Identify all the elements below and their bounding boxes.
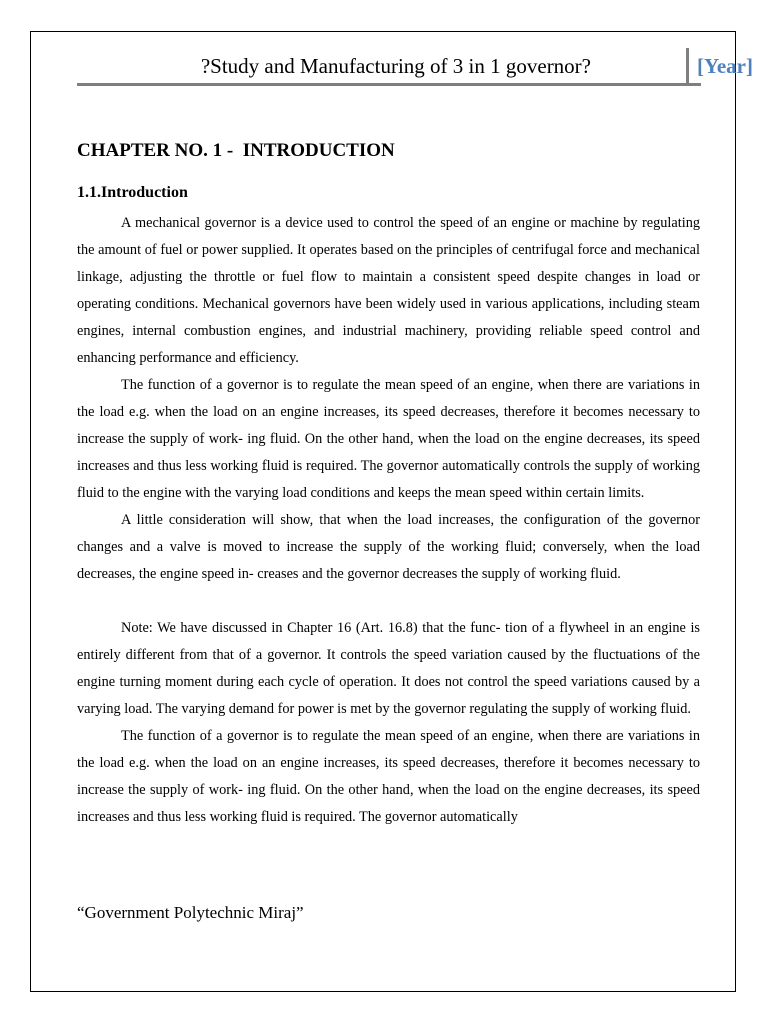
body-text: [77, 210, 700, 831]
chapter-title: CHAPTER NO. 1 - INTRODUCTION: [77, 140, 395, 161]
paragraph: A mechanical governor is a device used to control the speed of an engine or machine by regulating the amount of fuel or power supplied. It operates based on the principles of centrifugal force and mechanical linkage, adjusting the throttle or fuel flow to maintain a consistent speed despite changes in load or operating conditions. Mechanical governors have been widely used in various applications, including steam engines, internal combustion engines, and industrial machinery, providing reliable speed control and enhancing performance and efficiency.: [77, 215, 700, 366]
paragraph: The function of a governor is to regulate the mean speed of an engine, when there are variations in the load e.g. when the load on an engine increases, its speed decreases, therefore it becomes necessary to increase the supply of work- ing fluid. On the other hand, when the load on the engine decreases, its speed increases and thus less working fluid is required. The governor automatically: [77, 728, 700, 825]
page-header: [77, 48, 753, 86]
section-title: 1.1.Introduction: [77, 184, 188, 201]
page-footer: “Government Polytechnic Miraj”: [77, 903, 304, 922]
header-year: [Year]: [697, 54, 753, 78]
header-divider: [686, 48, 689, 84]
paragraph: A little consideration will show, that when the load increases, the configuration of the governor changes and a valve is moved to increase the supply of the working fluid; conversely, when the load decreases, the engine speed in- creases and the governor decreases the supply of working fluid.: [77, 512, 700, 582]
paragraph: The function of a governor is to regulate the mean speed of an engine, when there are variations in the load e.g. when the load on an engine increases, its speed decreases, therefore it becomes necessary to increase the supply of work- ing fluid. On the other hand, when the load on the engine decreases, its speed increases and thus less working fluid is required. The governor automatically controls the supply of working fluid to the engine with the varying load conditions and keeps the mean speed within certain limits.: [77, 377, 700, 501]
paragraph-note: Note: We have discussed in Chapter 16 (Art. 16.8) that the func- tion of a flywheel in an engine is entirely different from that of a governor. It controls the speed variation caused by the fluctuations of the engine turning moment during each cycle of operation. It does not control the speed variations caused by a varying load. The varying demand for power is met by the governor regulating the supply of working fluid.: [77, 620, 700, 717]
header-title: ?Study and Manufacturing of 3 in 1 governor?: [200, 54, 591, 78]
header-rule: [77, 83, 701, 86]
